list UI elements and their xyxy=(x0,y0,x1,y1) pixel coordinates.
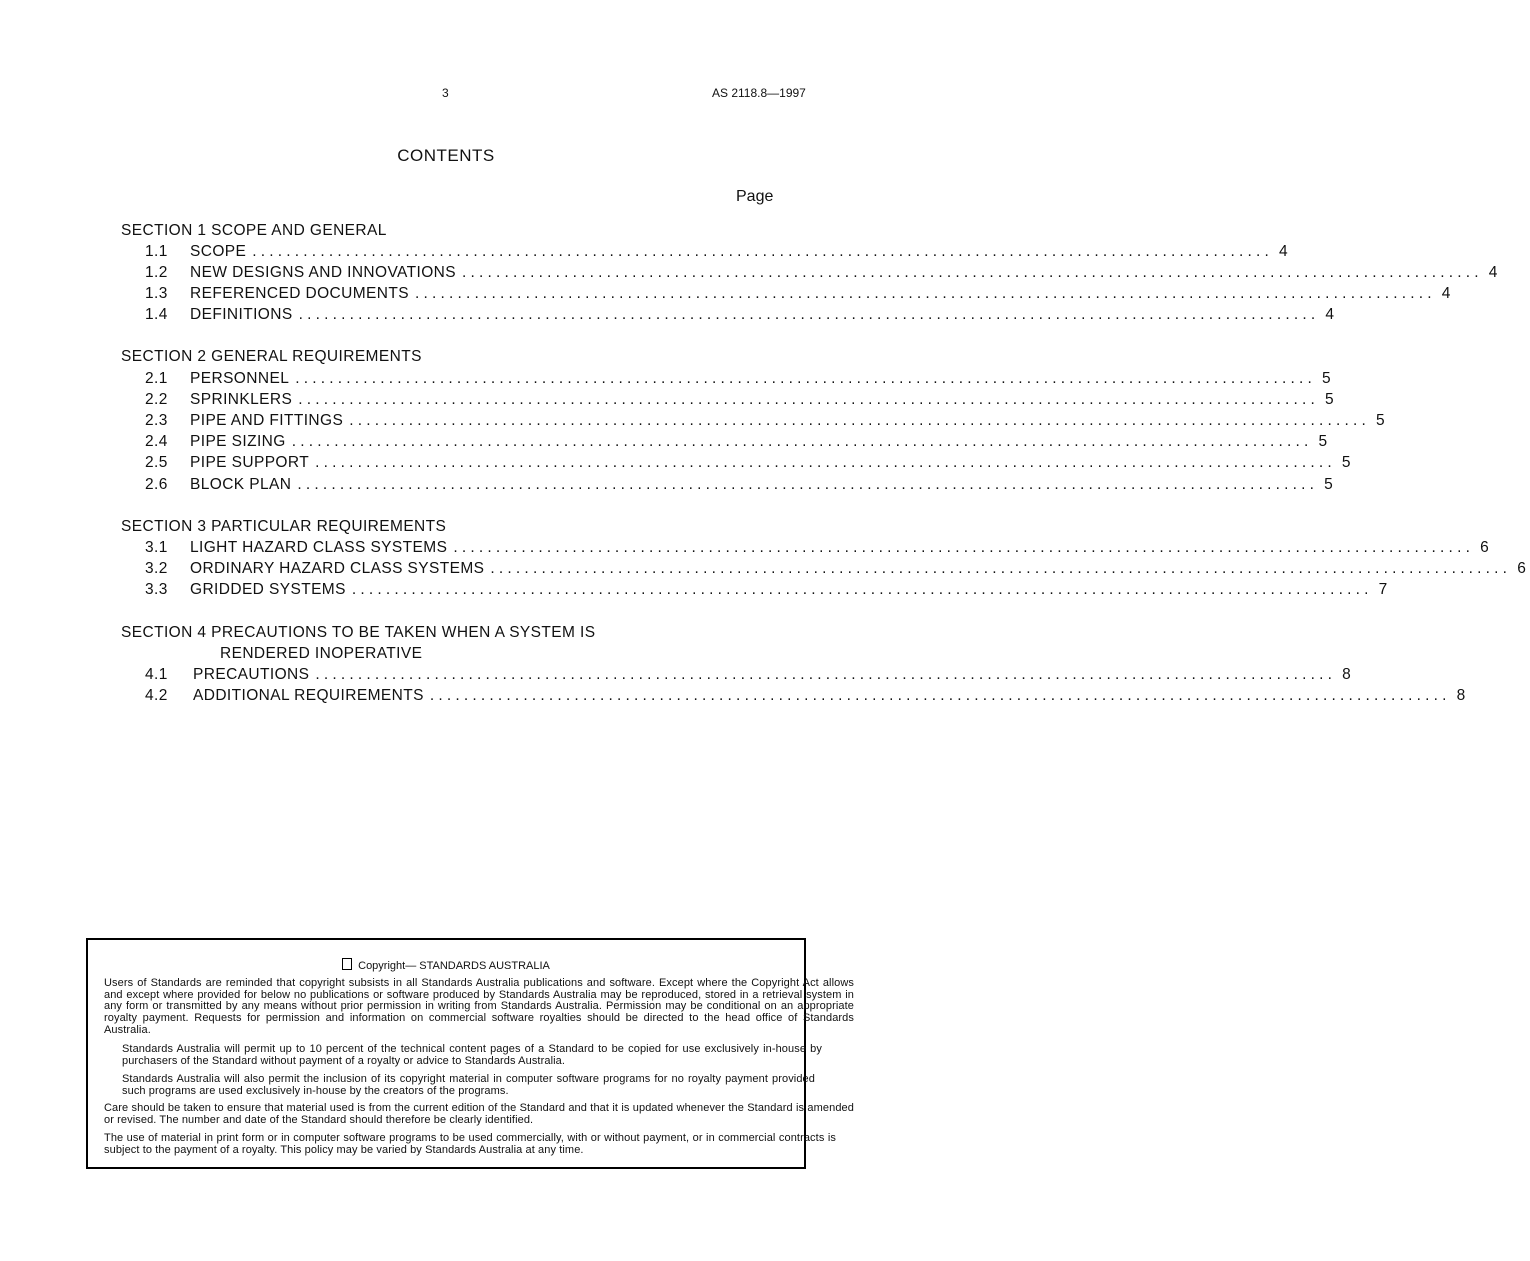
toc-number: 1.3 xyxy=(145,285,168,302)
section-heading: SECTION 2 GENERAL REQUIREMENTS xyxy=(121,348,422,365)
page-column-label: Page xyxy=(736,188,774,205)
toc-entry[interactable] xyxy=(145,666,1352,686)
toc-page: 4 xyxy=(1279,243,1289,260)
toc-page: 4 xyxy=(1325,306,1335,323)
toc-number: 2.4 xyxy=(145,433,168,450)
toc-title: PIPE SIZING xyxy=(190,433,286,450)
dot-leader: ........................................................................................................................ xyxy=(295,370,1316,387)
toc-number: 4.1 xyxy=(145,666,168,683)
toc-entry[interactable] xyxy=(145,581,1388,601)
toc-title: DEFINITIONS xyxy=(190,306,293,323)
toc-title: PERSONNEL xyxy=(190,370,290,387)
toc-page: 5 xyxy=(1324,476,1334,493)
toc-page: 7 xyxy=(1378,581,1388,598)
toc-title: LIGHT HAZARD CLASS SYSTEMS xyxy=(190,539,448,556)
toc-title: ORDINARY HAZARD CLASS SYSTEMS xyxy=(190,560,485,577)
toc-page: 5 xyxy=(1324,391,1335,408)
toc-page: 5 xyxy=(1376,412,1386,429)
toc-title: ADDITIONAL REQUIREMENTS xyxy=(193,687,424,704)
toc-number: 1.2 xyxy=(145,264,168,281)
toc-page: 5 xyxy=(1341,454,1351,471)
toc-entry[interactable] xyxy=(145,243,1289,263)
dot-leader: ........................................................................................................................ xyxy=(414,285,1436,302)
toc-number: 4.2 xyxy=(145,687,168,704)
copyright-paragraph: The use of material in print form or in computer software programs to be used commercially, with or without payment, or in commercial contracts is subject to the payment of a royalty. This policy may be varied by Standards Australia at any time. xyxy=(104,1132,836,1156)
toc-entry[interactable] xyxy=(145,306,1335,326)
toc-title: SCOPE xyxy=(190,243,247,260)
dot-leader: ........................................................................................................................ xyxy=(429,687,1451,704)
toc-page: 4 xyxy=(1441,285,1451,302)
dot-leader: ........................................................................................................................ xyxy=(351,581,1373,598)
page-number: 3 xyxy=(442,86,449,100)
copyright-title xyxy=(0,958,892,972)
toc-entry[interactable] xyxy=(145,433,1328,453)
toc-page: 8 xyxy=(1456,687,1466,704)
dot-leader: ........................................................................................................................ xyxy=(453,539,1475,556)
toc-number: 2.3 xyxy=(145,412,168,429)
dot-leader: ........................................................................................................................ xyxy=(490,560,1512,577)
copyright-paragraph: Users of Standards are reminded that copyright subsists in all Standards Australia publications and software. Except where the Copyright Act allows and except where provided for below no publications or software produced by Standards Australia may be reproduced, stored in a retrieval system in any form or transmitted by any means without prior permission in writing from Standards Australia. Permission may be conditional on an appropriate royalty payment. Requests for permission and information on commercial software royalties should be directed to the head office of Standards Australia. xyxy=(104,977,854,1036)
toc-entry[interactable] xyxy=(145,539,1490,559)
copyright-paragraph: Care should be taken to ensure that material used is from the current edition of the Standard and that it is updated whenever the Standard is amended or revised. The number and date of the Standard should therefore be clearly identified. xyxy=(104,1102,854,1126)
standard-reference: AS 2118.8—1997 xyxy=(712,86,806,100)
toc-number: 2.2 xyxy=(145,391,168,408)
toc-number: 2.1 xyxy=(145,370,168,387)
dot-leader: ........................................................................................................................ xyxy=(297,476,1319,493)
toc-title: PIPE SUPPORT xyxy=(190,454,310,471)
dot-leader: ........................................................................................................................ xyxy=(298,306,1320,323)
toc-page: 5 xyxy=(1322,370,1332,387)
toc-number: 2.6 xyxy=(145,476,168,493)
toc-entry[interactable] xyxy=(145,285,1451,305)
toc-number: 1.1 xyxy=(145,243,168,260)
copyright-paragraph: Standards Australia will also permit the inclusion of its copyright material in computer software programs for no royalty payment provided such programs are used exclusively in-house by the creators of the programs. xyxy=(122,1073,815,1097)
toc-title: REFERENCED DOCUMENTS xyxy=(190,285,409,302)
dot-leader: ........................................................................................................................ xyxy=(315,454,1336,471)
toc-title: NEW DESIGNS AND INNOVATIONS xyxy=(190,264,457,281)
copyright-title-text: Copyright— STANDARDS AUSTRALIA xyxy=(358,960,550,972)
toc-page: 6 xyxy=(1517,560,1527,577)
toc-page: 4 xyxy=(1488,264,1498,281)
toc-entry[interactable] xyxy=(145,264,1498,284)
toc-entry[interactable] xyxy=(145,412,1386,432)
section-heading-continued: RENDERED INOPERATIVE xyxy=(220,645,423,662)
dot-leader: ........................................................................................................................ xyxy=(462,264,1483,281)
toc-number: 3.2 xyxy=(145,560,168,577)
toc-entry[interactable] xyxy=(145,476,1334,496)
toc-entry[interactable] xyxy=(145,687,1466,707)
copyright-symbol-icon xyxy=(342,958,352,970)
dot-leader: ........................................................................................................................ xyxy=(291,433,1313,450)
section-heading: SECTION 3 PARTICULAR REQUIREMENTS xyxy=(121,518,447,535)
toc-page: 6 xyxy=(1480,539,1490,556)
toc-title: BLOCK PLAN xyxy=(190,476,292,493)
dot-leader: ........................................................................................................................ xyxy=(252,243,1274,260)
toc-title: PIPE AND FITTINGS xyxy=(190,412,344,429)
copyright-paragraph: Standards Australia will permit up to 10 percent of the technical content pages of a Standard to be copied for use exclusively in-house by purchasers of the Standard without payment of a royalty or advice to Standards Australia. xyxy=(122,1043,822,1067)
toc-number: 3.3 xyxy=(145,581,168,598)
dot-leader: ........................................................................................................................ xyxy=(298,391,1319,408)
toc-number: 2.5 xyxy=(145,454,168,471)
dot-leader: ........................................................................................................................ xyxy=(315,666,1337,683)
toc-entry[interactable] xyxy=(145,370,1332,390)
toc-number: 3.1 xyxy=(145,539,168,556)
section-heading: SECTION 4 PRECAUTIONS TO BE TAKEN WHEN A SYSTEM IS xyxy=(121,624,596,641)
dot-leader: ........................................................................................................................ xyxy=(349,412,1370,429)
toc-page: 5 xyxy=(1318,433,1328,450)
toc-entry[interactable] xyxy=(145,560,1527,580)
toc-title: GRIDDED SYSTEMS xyxy=(190,581,346,598)
toc-page: 8 xyxy=(1342,666,1352,683)
toc-title: SPRINKLERS xyxy=(190,391,293,408)
section-heading: SECTION 1 SCOPE AND GENERAL xyxy=(121,222,387,239)
toc-title: PRECAUTIONS xyxy=(193,666,310,683)
toc-entry[interactable] xyxy=(145,391,1335,411)
toc-number: 1.4 xyxy=(145,306,168,323)
toc-entry[interactable] xyxy=(145,454,1351,474)
contents-title: CONTENTS xyxy=(397,146,495,165)
